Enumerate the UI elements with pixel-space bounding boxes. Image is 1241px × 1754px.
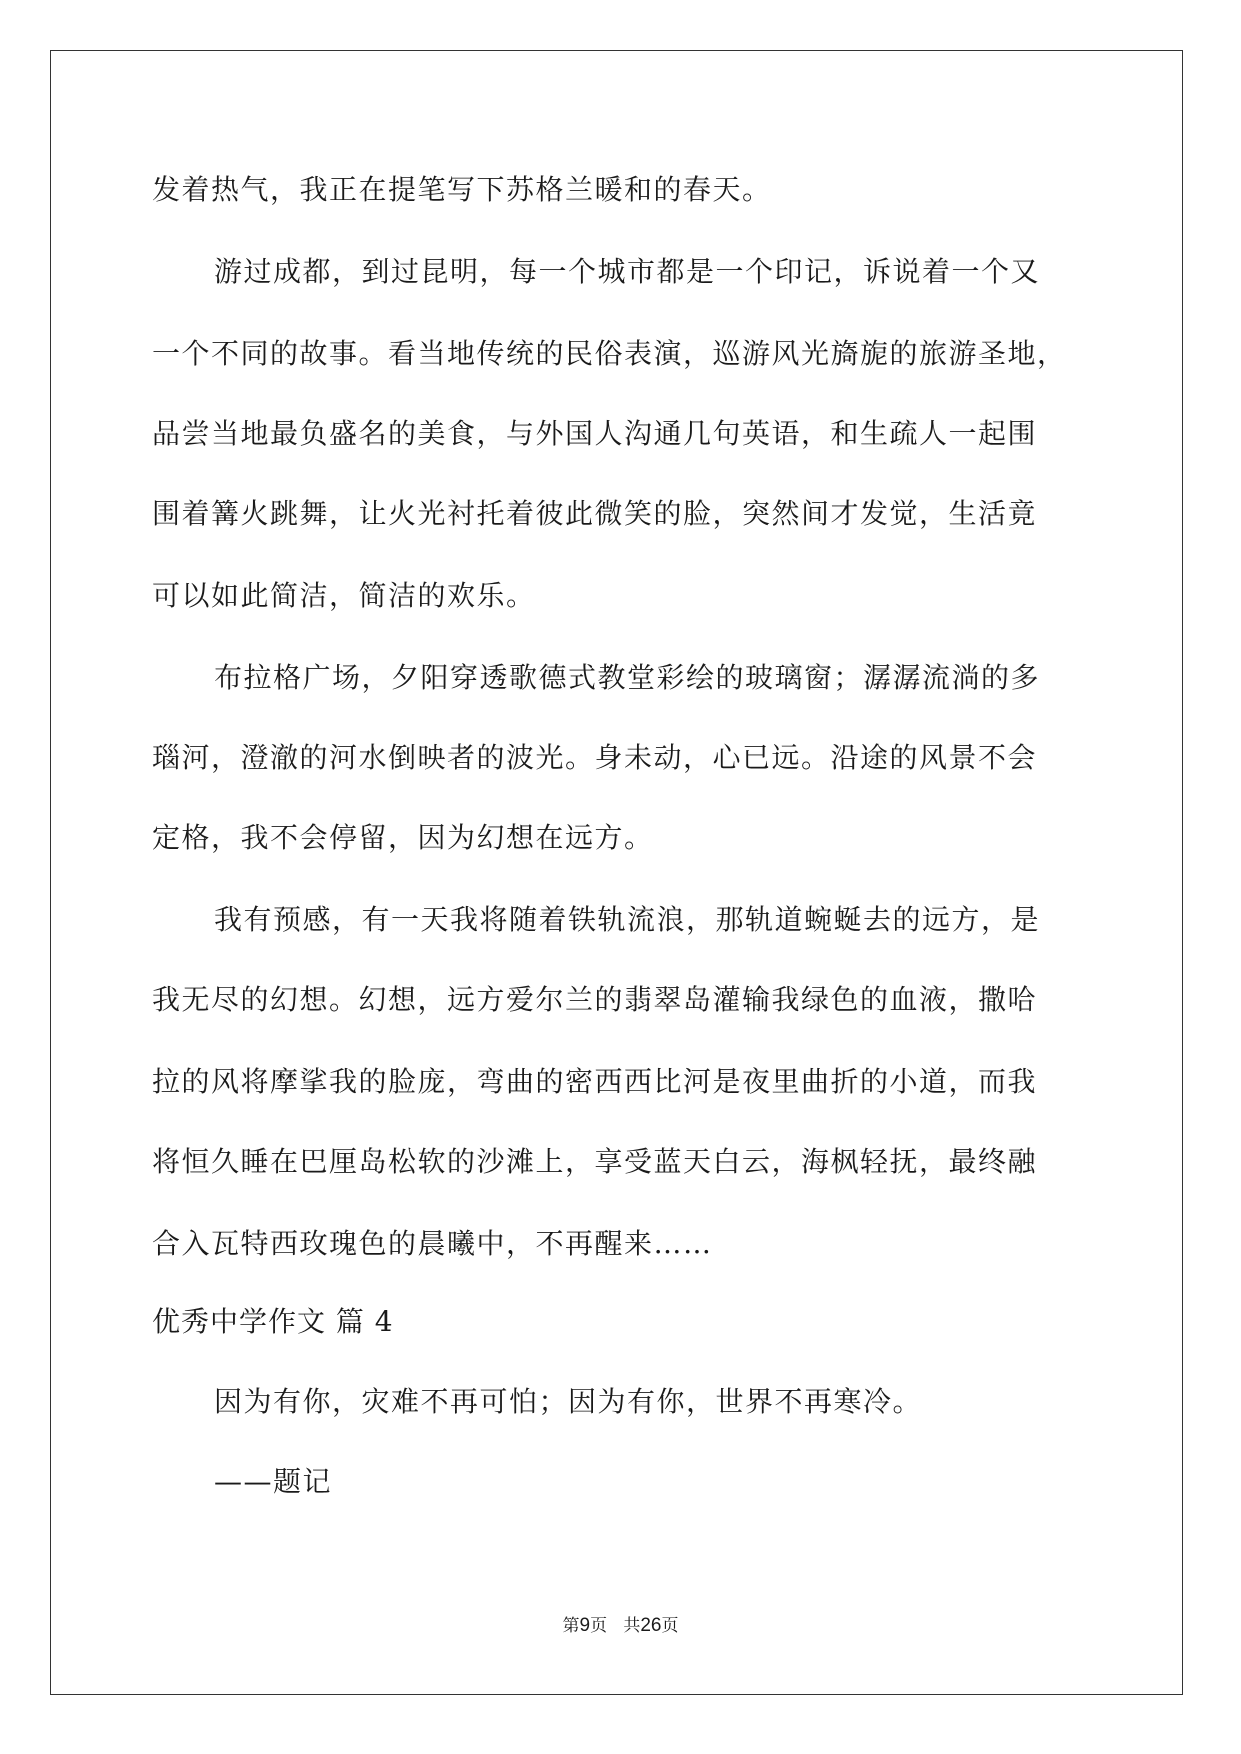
epigraph-line: 因为有你，灾难不再可怕；因为有你，世界不再寒冷。 xyxy=(214,1385,923,1418)
paragraph-line: 我有预感，有一天我将随着铁轨流浪，那轨道蜿蜒去的远方，是 xyxy=(214,903,1041,936)
footer-prefix: 第 xyxy=(562,1616,580,1636)
paragraph-line: 定格，我不会停留，因为幻想在远方。 xyxy=(152,821,654,854)
paragraph-line: 游过成都，到过昆明，每一个城市都是一个印记，诉说着一个又 xyxy=(214,255,1041,288)
paragraph-line: 将恒久睡在巴厘岛松软的沙滩上，享受蓝天白云，海枫轻抚，最终融 xyxy=(152,1145,1038,1178)
section-heading: 优秀中学作文 篇 4 xyxy=(152,1305,394,1338)
paragraph-line: 品尝当地最负盛名的美食，与外国人沟通几句英语，和生疏人一起围 xyxy=(152,417,1038,450)
paragraph-line: 合入瓦特西玫瑰色的晨曦中，不再醒来…… xyxy=(152,1227,713,1260)
paragraph-line: 可以如此简洁，简洁的欢乐。 xyxy=(152,579,536,612)
paragraph-line: 瑙河，澄澈的河水倒映者的波光。身未动，心已远。沿途的风景不会 xyxy=(152,741,1038,774)
footer-total-pages: 26 xyxy=(640,1615,662,1636)
page-footer xyxy=(0,1614,1241,1638)
paragraph-line: 拉的风将摩挲我的脸庞，弯曲的密西西比河是夜里曲折的小道，而我 xyxy=(152,1065,1038,1098)
epigraph-attribution: ——题记 xyxy=(214,1465,333,1498)
footer-page-suffix: 页 xyxy=(590,1616,608,1636)
footer-total-suffix: 页 xyxy=(661,1616,679,1636)
paragraph-line: 一个不同的故事。看当地传统的民俗表演，巡游风光旖旎的旅游圣地， xyxy=(152,337,1067,370)
paragraph-line: 围着篝火跳舞，让火光衬托着彼此微笑的脸，突然间才发觉，生活竟 xyxy=(152,497,1038,530)
paragraph-line: 发着热气，我正在提笔写下苏格兰暖和的春天。 xyxy=(152,173,772,206)
page-border xyxy=(50,50,1183,1695)
paragraph-line: 布拉格广场，夕阳穿透歌德式教堂彩绘的玻璃窗；潺潺流淌的多 xyxy=(214,661,1041,694)
footer-page-number: 9 xyxy=(579,1615,591,1636)
footer-total-prefix: 共 xyxy=(623,1616,641,1636)
paragraph-line: 我无尽的幻想。幻想，远方爱尔兰的翡翠岛灌输我绿色的血液，撒哈 xyxy=(152,983,1038,1016)
